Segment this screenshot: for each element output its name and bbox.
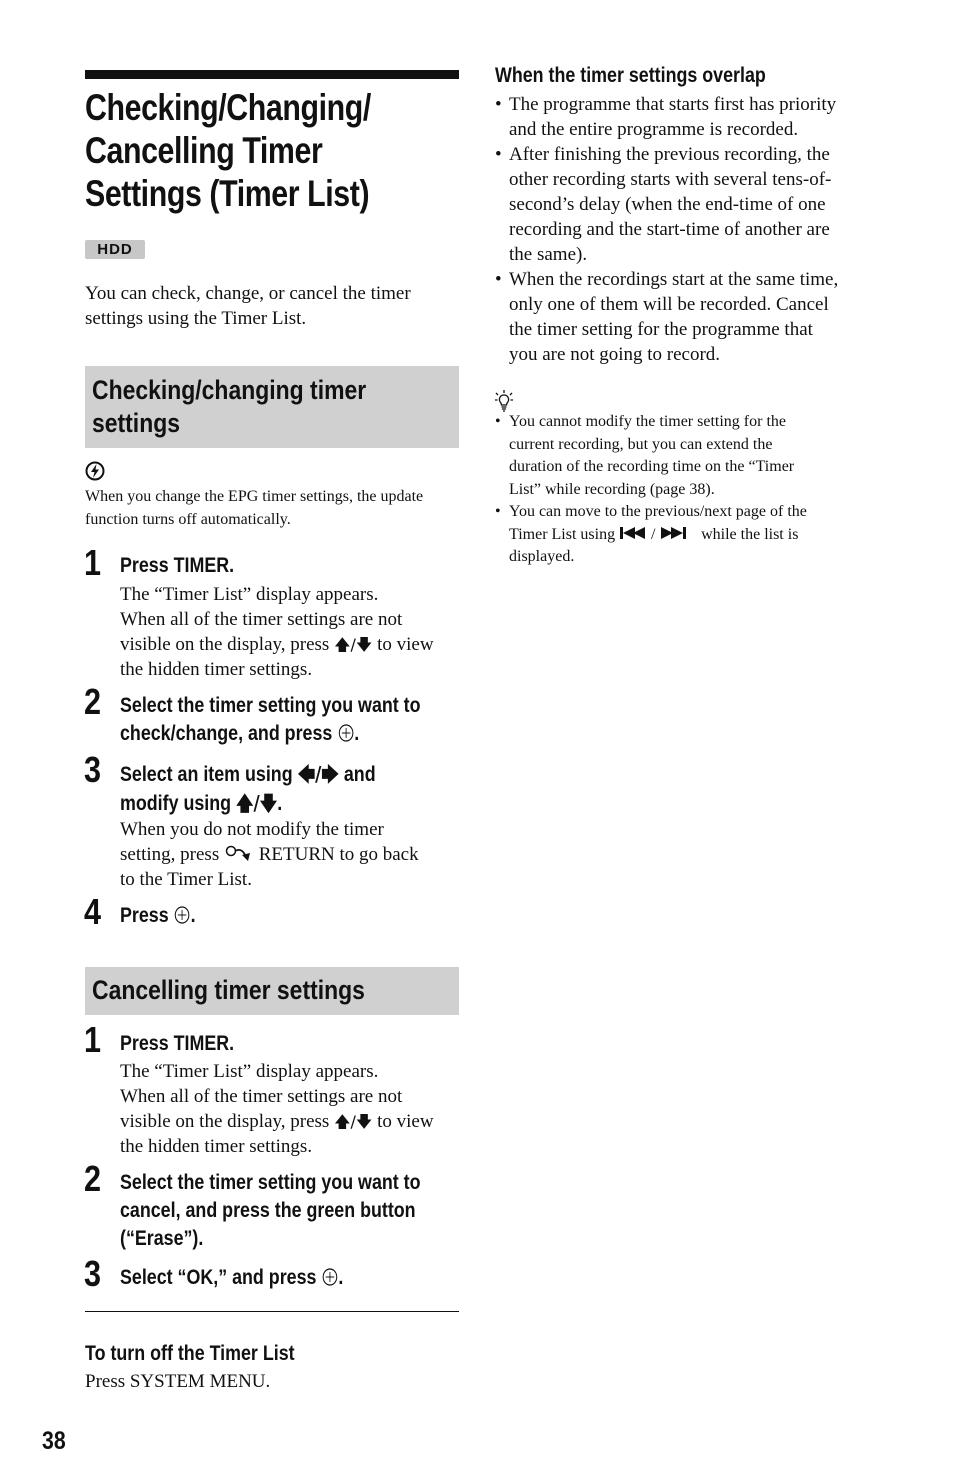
overlap-bullet: • When the recordings start at the same time, only one of them will be recorded. Cancel the timer setting for the programme that you are not going to record. — [495, 267, 875, 367]
bullet-line: you are not going to record. — [509, 344, 721, 365]
bullet-line: the same). — [509, 244, 588, 265]
return-icon — [224, 844, 254, 865]
bullet-line: the timer setting for the programme that — [509, 319, 813, 340]
turnoff-text: Press SYSTEM MENU. — [85, 1371, 271, 1392]
step-body-line: the hidden timer settings. — [120, 659, 313, 680]
title-rule — [85, 70, 459, 79]
step-body-text: setting, press — [120, 844, 220, 865]
section-heading-cancelling — [85, 967, 459, 1015]
bullet-line: You cannot modify the timer setting for the — [509, 413, 786, 430]
step-number: 2 — [84, 681, 102, 722]
step-heading-line: (“Erase”). — [120, 1227, 204, 1250]
step-heading-line — [120, 760, 376, 789]
step-heading-line: Select the timer setting you want to — [120, 1171, 421, 1194]
enter-button-icon — [174, 904, 191, 927]
step-heading-text: modify using — [120, 792, 232, 815]
bullet-line: You can move to the previous/next page of the — [509, 503, 807, 520]
step-heading-text: Select “OK,” and press — [120, 1266, 317, 1289]
step-body-line: When all of the timer settings are not — [120, 1086, 403, 1107]
divider — [85, 1311, 459, 1312]
enter-button-icon — [337, 722, 354, 745]
step-body-line: the hidden timer settings. — [120, 1136, 313, 1157]
step-number: 3 — [84, 1253, 102, 1294]
page-number: 38 — [42, 1427, 66, 1455]
step-heading — [120, 1169, 421, 1253]
section-heading-line: settings — [92, 408, 181, 438]
step-body-text: RETURN to go back — [258, 844, 419, 865]
step-body-line: The “Timer List” display appears. — [120, 1061, 379, 1082]
step-body-line: When all of the timer settings are not — [120, 609, 403, 630]
up-down-arrow-icon: 🡅/🡇 — [236, 791, 278, 815]
step-heading-line: Select the timer setting you want to — [120, 694, 421, 717]
step-body-text: visible on the display, press — [120, 634, 330, 655]
intro-text: You can check, change, or cancel the timer settings using the Timer List. — [85, 283, 411, 329]
step-heading-text: check/change, and press — [120, 722, 333, 745]
bullet-line: The programme that starts first has priority — [509, 94, 837, 115]
step-heading-text: Select an item using — [120, 763, 293, 786]
bullet-line: List” while recording (page 38). — [509, 480, 715, 498]
prev-next-icon — [619, 526, 697, 543]
bullet-line: current recording, but you can extend the — [509, 435, 773, 453]
overlap-bullet: • The programme that starts first has priority and the entire programme is recorded. — [495, 92, 875, 142]
bullet-line: When the recordings start at the same time, — [509, 269, 839, 290]
step-heading — [120, 692, 421, 748]
step-heading: Select “OK,” and press . — [120, 1266, 344, 1289]
bullet-line — [509, 524, 875, 547]
page-title — [85, 86, 434, 215]
step-number: 4 — [84, 891, 102, 932]
overlap-heading: When the timer settings overlap — [495, 64, 766, 87]
step-heading-line: check/change, and press . — [120, 722, 360, 745]
up-down-arrow-icon: 🡅/🡇 — [334, 635, 373, 654]
left-right-arrow-icon: 🡄/🡆 — [297, 762, 339, 786]
step-body-line: The “Timer List” display appears. — [120, 584, 379, 605]
section-heading-line: Checking/changing timer — [92, 375, 367, 405]
note-text: When you change the EPG timer settings, the update function turns off automatically. — [85, 488, 424, 528]
step-heading-line: modify using 🡅/🡇. — [120, 791, 283, 815]
section-heading-checking — [85, 366, 459, 448]
step-heading: Press . — [120, 904, 196, 927]
step-heading-text: and — [343, 763, 376, 786]
step-heading — [120, 760, 376, 818]
step-heading: Press TIMER. — [120, 554, 235, 577]
step-body — [120, 1059, 434, 1159]
step-body-text: visible on the display, press — [120, 1111, 330, 1132]
step-number: 1 — [84, 1019, 102, 1060]
step-body — [120, 582, 434, 682]
bullet-line: recording and the start-time of another are — [509, 219, 830, 240]
step-body-text: to view — [377, 634, 434, 655]
hint-bullet: • You can move to the previous/next page of the Timer List using / while the list is displayed. — [495, 501, 875, 569]
turnoff-heading: To turn off the Timer List — [85, 1342, 295, 1365]
overlap-bullet: • After finishing the previous recording, the other recording starts with several tens-of- second’s delay (when the end-time of one recording and the start-time of another are the same). — [495, 142, 875, 267]
note-icon — [85, 461, 105, 486]
bullet-line: duration of the recording time on the “Timer — [509, 458, 795, 475]
bullet-text: Timer List using — [509, 525, 616, 543]
step-heading: Press TIMER. — [120, 1032, 235, 1055]
bullet-line: only one of them will be recorded. Cancel — [509, 294, 829, 315]
enter-button-icon — [321, 1266, 338, 1289]
step-heading-line: cancel, and press the green button — [120, 1199, 416, 1222]
bullet-line: and the entire programme is recorded. — [509, 119, 799, 140]
bullet-line: displayed. — [509, 548, 575, 565]
step-body — [120, 817, 419, 892]
step-body-line — [120, 842, 419, 867]
bullet-line: After finishing the previous recording, the — [509, 144, 830, 165]
bullet-text: while the list is — [701, 525, 799, 543]
step-body-text: to view — [377, 1111, 434, 1132]
step-number: 1 — [84, 542, 102, 583]
page-title-line: Checking/Changing/ — [85, 87, 371, 128]
svg-text:/: / — [651, 525, 656, 541]
hint-bullet: • You cannot modify the timer setting for the current recording, but you can extend the duration of the recording time on the “Timer List” while recording (page 38). — [495, 411, 875, 501]
page-title-line: Settings (Timer List) — [85, 173, 370, 214]
step-body-line — [120, 1109, 434, 1134]
step-body-line: When you do not modify the timer — [120, 819, 384, 840]
hdd-badge: HDD — [85, 240, 145, 259]
step-number: 2 — [84, 1158, 102, 1199]
step-heading-text: Press — [120, 904, 169, 927]
bullet-line: second’s delay (when the end-time of one — [509, 194, 826, 215]
bullet-line: other recording starts with several tens-of- — [509, 169, 832, 190]
step-body-line — [120, 632, 434, 657]
page-title-line: Cancelling Timer — [85, 130, 323, 171]
up-down-arrow-icon: 🡅/🡇 — [334, 1112, 373, 1131]
section-heading-line: Cancelling timer settings — [92, 975, 365, 1005]
step-body-line: to the Timer List. — [120, 869, 252, 890]
step-number: 3 — [84, 749, 102, 790]
